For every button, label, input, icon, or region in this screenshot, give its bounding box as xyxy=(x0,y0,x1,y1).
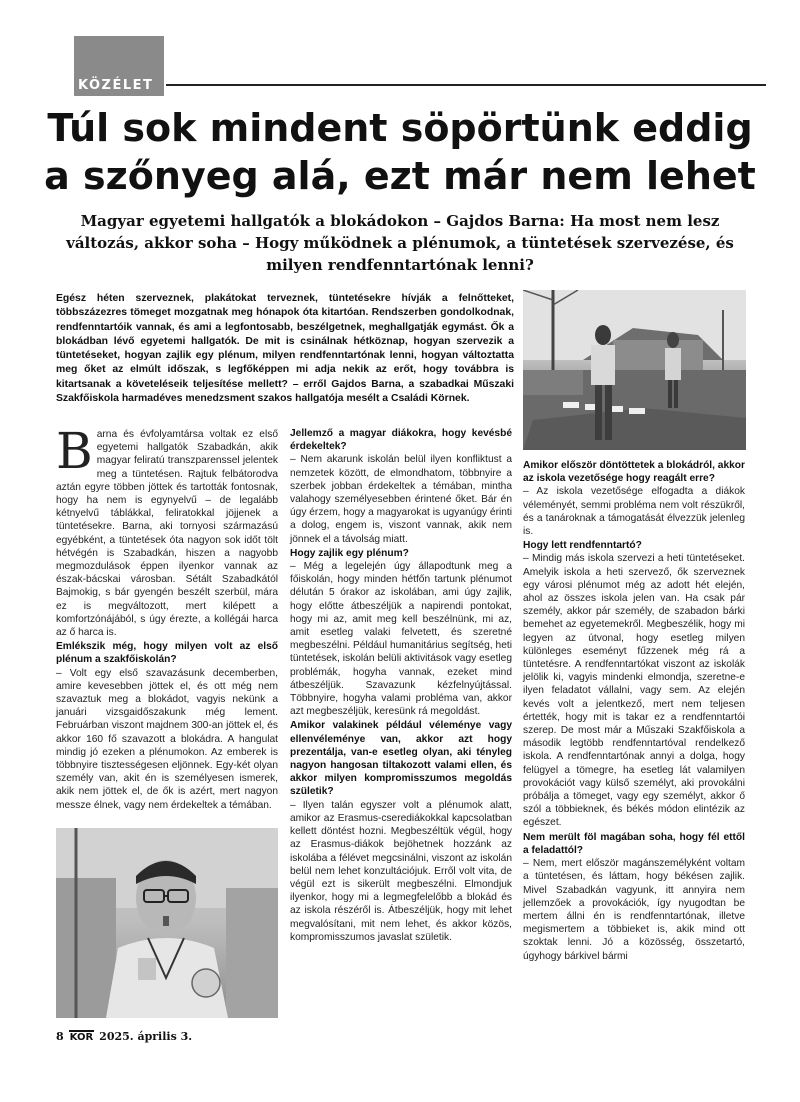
article-column-1 xyxy=(56,422,278,812)
paragraph: – Még a legelején úgy állapodtunk meg a főiskolán, hogy minden hétfőn tartunk plénumot délután 5 órakor az iskolában, ami úgy zajlik, hogy előtte átbeszéljük a napirendi pontokat, hogy mi az, amit meg kell beszélnünk, mi az, amit esetleg valaki felvetett, és szeretné megbeszélni. Például humanitárius segítség, heti tüntetések, iskolán belüli aktivitások vagy esetleg problémák, hogyha vannak, ezeket mind átbeszéljük. Szavazunk kézfelnyújtással. Többnyire, hogyha valami probléma van, akkor azt megbeszéljük, keresünk rá megoldást. xyxy=(290,561,512,718)
photo-students-road xyxy=(523,290,746,450)
article-subtitle: Magyar egyetemi hallgatók a blokádokon – Gajdos Barna: Ha most nem lesz változás, akkor soha – Hogy működnek a plénumok, a tüntetések szervezése, és milyen rendfenntartónak lenni? xyxy=(66,212,734,274)
paragraph-text: arna és évfolyamtársa voltak ez első egyetemi hallgatók Szabadkán, akik magyar feliratú transzparenssel jelentek meg a tüntetésen. Rajtuk felbátorodva aztán egyre többen jöttek és tartották fontosnak, hogy ha nem is egynyelvű – de legalább kétnyelvű táblákkal, feliratokkal jöjjenek a tüntetésekre. Barna, aki tornyosi származású egyébként, a tüntetések óta nagyon sok időt tölt hétvégén is Szabadkán, hiszen a nagyobb megmozdulások éppen ilyenkor vannak az észak-bácskai városban. Sétált Szabadkától Bajmokig, s bár gyengén beszélt szerbül, mára ez is megváltozott, mert kilépett a komfortzónájából, s úgy érezte, a kollégái harca az ő harca is. xyxy=(56,429,278,639)
question: Hogy zajlik egy plénum? xyxy=(290,547,409,559)
question: Nem merült föl magában soha, hogy fél ettől a feladattól? xyxy=(523,831,745,856)
photo-bottom-drawing xyxy=(56,828,278,1018)
issue-date: 2025. április 3. xyxy=(99,1030,193,1043)
photo-top-drawing xyxy=(523,290,746,450)
article-title: Túl sok mindent söpörtünk eddig a szőnyeg alá, ezt már nem lehet xyxy=(44,106,756,198)
top-rule xyxy=(166,84,766,86)
question: Hogy lett rendfenntartó? xyxy=(523,540,642,552)
article-lead: Egész héten szerveznek, plakátokat terveznek, tüntetésekre hívják a felnőtteket, többszázezres tömeget mozgatnak meg hónapok óta kitartóan. Rendszerben gondolkodnak, rendfenntartóik vannak, és ami a legfontosabb, beszélgetnek, meghallgatják egymást. Ők a blokádban lévő egyetemi hallgatók. De mit is csinálnak hétköznap, hogyan szervezik a tüntetéseket, hogyan zajlik egy plénum, milyen rendfenntartónak lenni, hogyan változtatta meg őket az elmúlt időszak, s legfőképpen mi adja nekik az erőt, hogy továbbra is kitartsanak a követeléseik teljesítése mellett? – erről Gajdos Barna, a szabadkai Műszaki Szakfőiskola harmadéves menedzsment szakos hallgatója mesélt a Családi Körnek. xyxy=(56,293,514,405)
magazine-logo: KÖR xyxy=(69,1032,94,1043)
article-column-2 xyxy=(290,426,512,944)
article-column-3 xyxy=(523,458,745,963)
page-number: 8 xyxy=(56,1030,64,1043)
section-label: KÖZÉLET xyxy=(78,78,154,93)
question: Emlékszik még, hogy milyen volt az első plénum a szakfőiskolán? xyxy=(56,641,278,666)
question: Amikor valakinek például véleménye vagy ellenvéleménye van, akkor azt hogy prezentálja, van-e esetleg olyan, aki tényleg nagyon hangosan tiltakozott valami ellen, és akkor milyen kompromisszumos megoldás születik? xyxy=(290,720,512,798)
paragraph: – Mindig más iskola szervezi a heti tüntetéseket. Amelyik iskola a heti szervező, ők szerveznek egy városi plénumot még az adott hét elején, ahol az összes iskola jelen van. Ha csak pár személy, akkor pár személy, de szabadon bárki bemehet az egyetemekről. Megbeszélik, hogy mi legyen az útvonal, hogy esetleg milyen különleges eseményt fűzzenek még rá a tüntetésre. A rendfenntartókat viszont az iskolák jelölik ki, vagyis mindenki elmondja, szeretne-e ilyen feladatot vállalni, vagy sem. Az elején kevés volt a jelentkező, mert nem teljesen értették, hogy mit is takar ez a rendfenntartói szerep. De most már a Műszaki Szakfőiskola a második legtöbb rendfenntartóval rendelkező iskola. A rendfenntartónak annyi a dolga, hogy felügyel a tömegre, ha esetleg lát valamilyen provokációt vagy külső személyt, aki provokálni próbálja a tömeget, vagy egy személyt, akkor ő szól a többieknek, és békés módon elintézik az egészet. xyxy=(523,553,745,829)
question: Amikor először döntöttetek a blokádról, akkor az iskola vezetősége hogy reagált erre? xyxy=(523,460,745,485)
drop-cap: B xyxy=(56,422,93,480)
page-footer xyxy=(56,1030,192,1043)
paragraph xyxy=(56,422,278,639)
paragraph: – Nem, mert először magánszemélyként voltam a tüntetésen, és láttam, hogy békésen zajlik. Mivel Szabadkán vagyunk, itt annyira nem jellemzőek a provokációk, így nyugodtan be mertem állni én is rendfenntartónak, illetve megismertem a többieket is, akik mind ott szoktak lenni. Jó a közösség, összetartó, úgyhogy bárkivel bármi xyxy=(523,858,745,962)
question: Jellemző a magyar diákokra, hogy kevésbé érdekeltek? xyxy=(290,428,512,453)
paragraph: – Ilyen talán egyszer volt a plénumok alatt, amikor az Erasmus-cserediákokkal kapcsolatban kellett döntést hozni. Megbeszéltük végül, hogy az Erasmus-diákok bejöhetnek hozzánk az iskolába a félévet megcsinálni, viszont az iskolán belül nem lehet konzultációjuk. Erről volt vita, de végül ezt is sikerült megbeszélni. Elmondjuk ilyenkor, hogy mi a legmegfelelőbb a blokád és az iskola részéről is. Átbeszéljük, hogy mit lehet megvalósítani, mit nem lehet, és akkor közös, kompromisszumos javaslat születik. xyxy=(290,799,512,943)
paragraph: – Volt egy első szavazásunk decemberben, amire kevesebben jöttek el, és ott még nem szavaztuk meg a blokádot, vagyis nekünk a januári vizsgaidőszakunk még lement. Februárban viszont majdnem 300-an jöttek el, és akkor 160 fő szavazott a blokádra. A hangulat mindig jó ezeken a plénumokon. Az emberek is többnyire tisztességesen eljönnek. Egy-két olyan személy van, akit én is személyesen ismerek, akik nem jöttek el, de ők is azért, mert nagyon messze élnek, vagy nem érdekeltek a témában. xyxy=(56,667,278,811)
photo-gajdos-barna xyxy=(56,828,278,1018)
paragraph: – Nem akarunk iskolán belül ilyen konfliktust a nemzetek között, de elmondhatom, többnyire a szerbek jobban érdekeltek a témában, mintha valahogy személyesebben érintené őket. Bár én úgy érzem, hogy a magyarokat is ugyanúgy érinti a dolog, engem is, viszont vannak, akik nem jönnek el a távolság miatt. xyxy=(290,454,512,545)
paragraph: – Az iskola vezetősége elfogadta a diákok véleményét, semmi probléma nem volt részükről, és a tanároknak a támogatását élvezzük jelenleg is. xyxy=(523,486,745,538)
